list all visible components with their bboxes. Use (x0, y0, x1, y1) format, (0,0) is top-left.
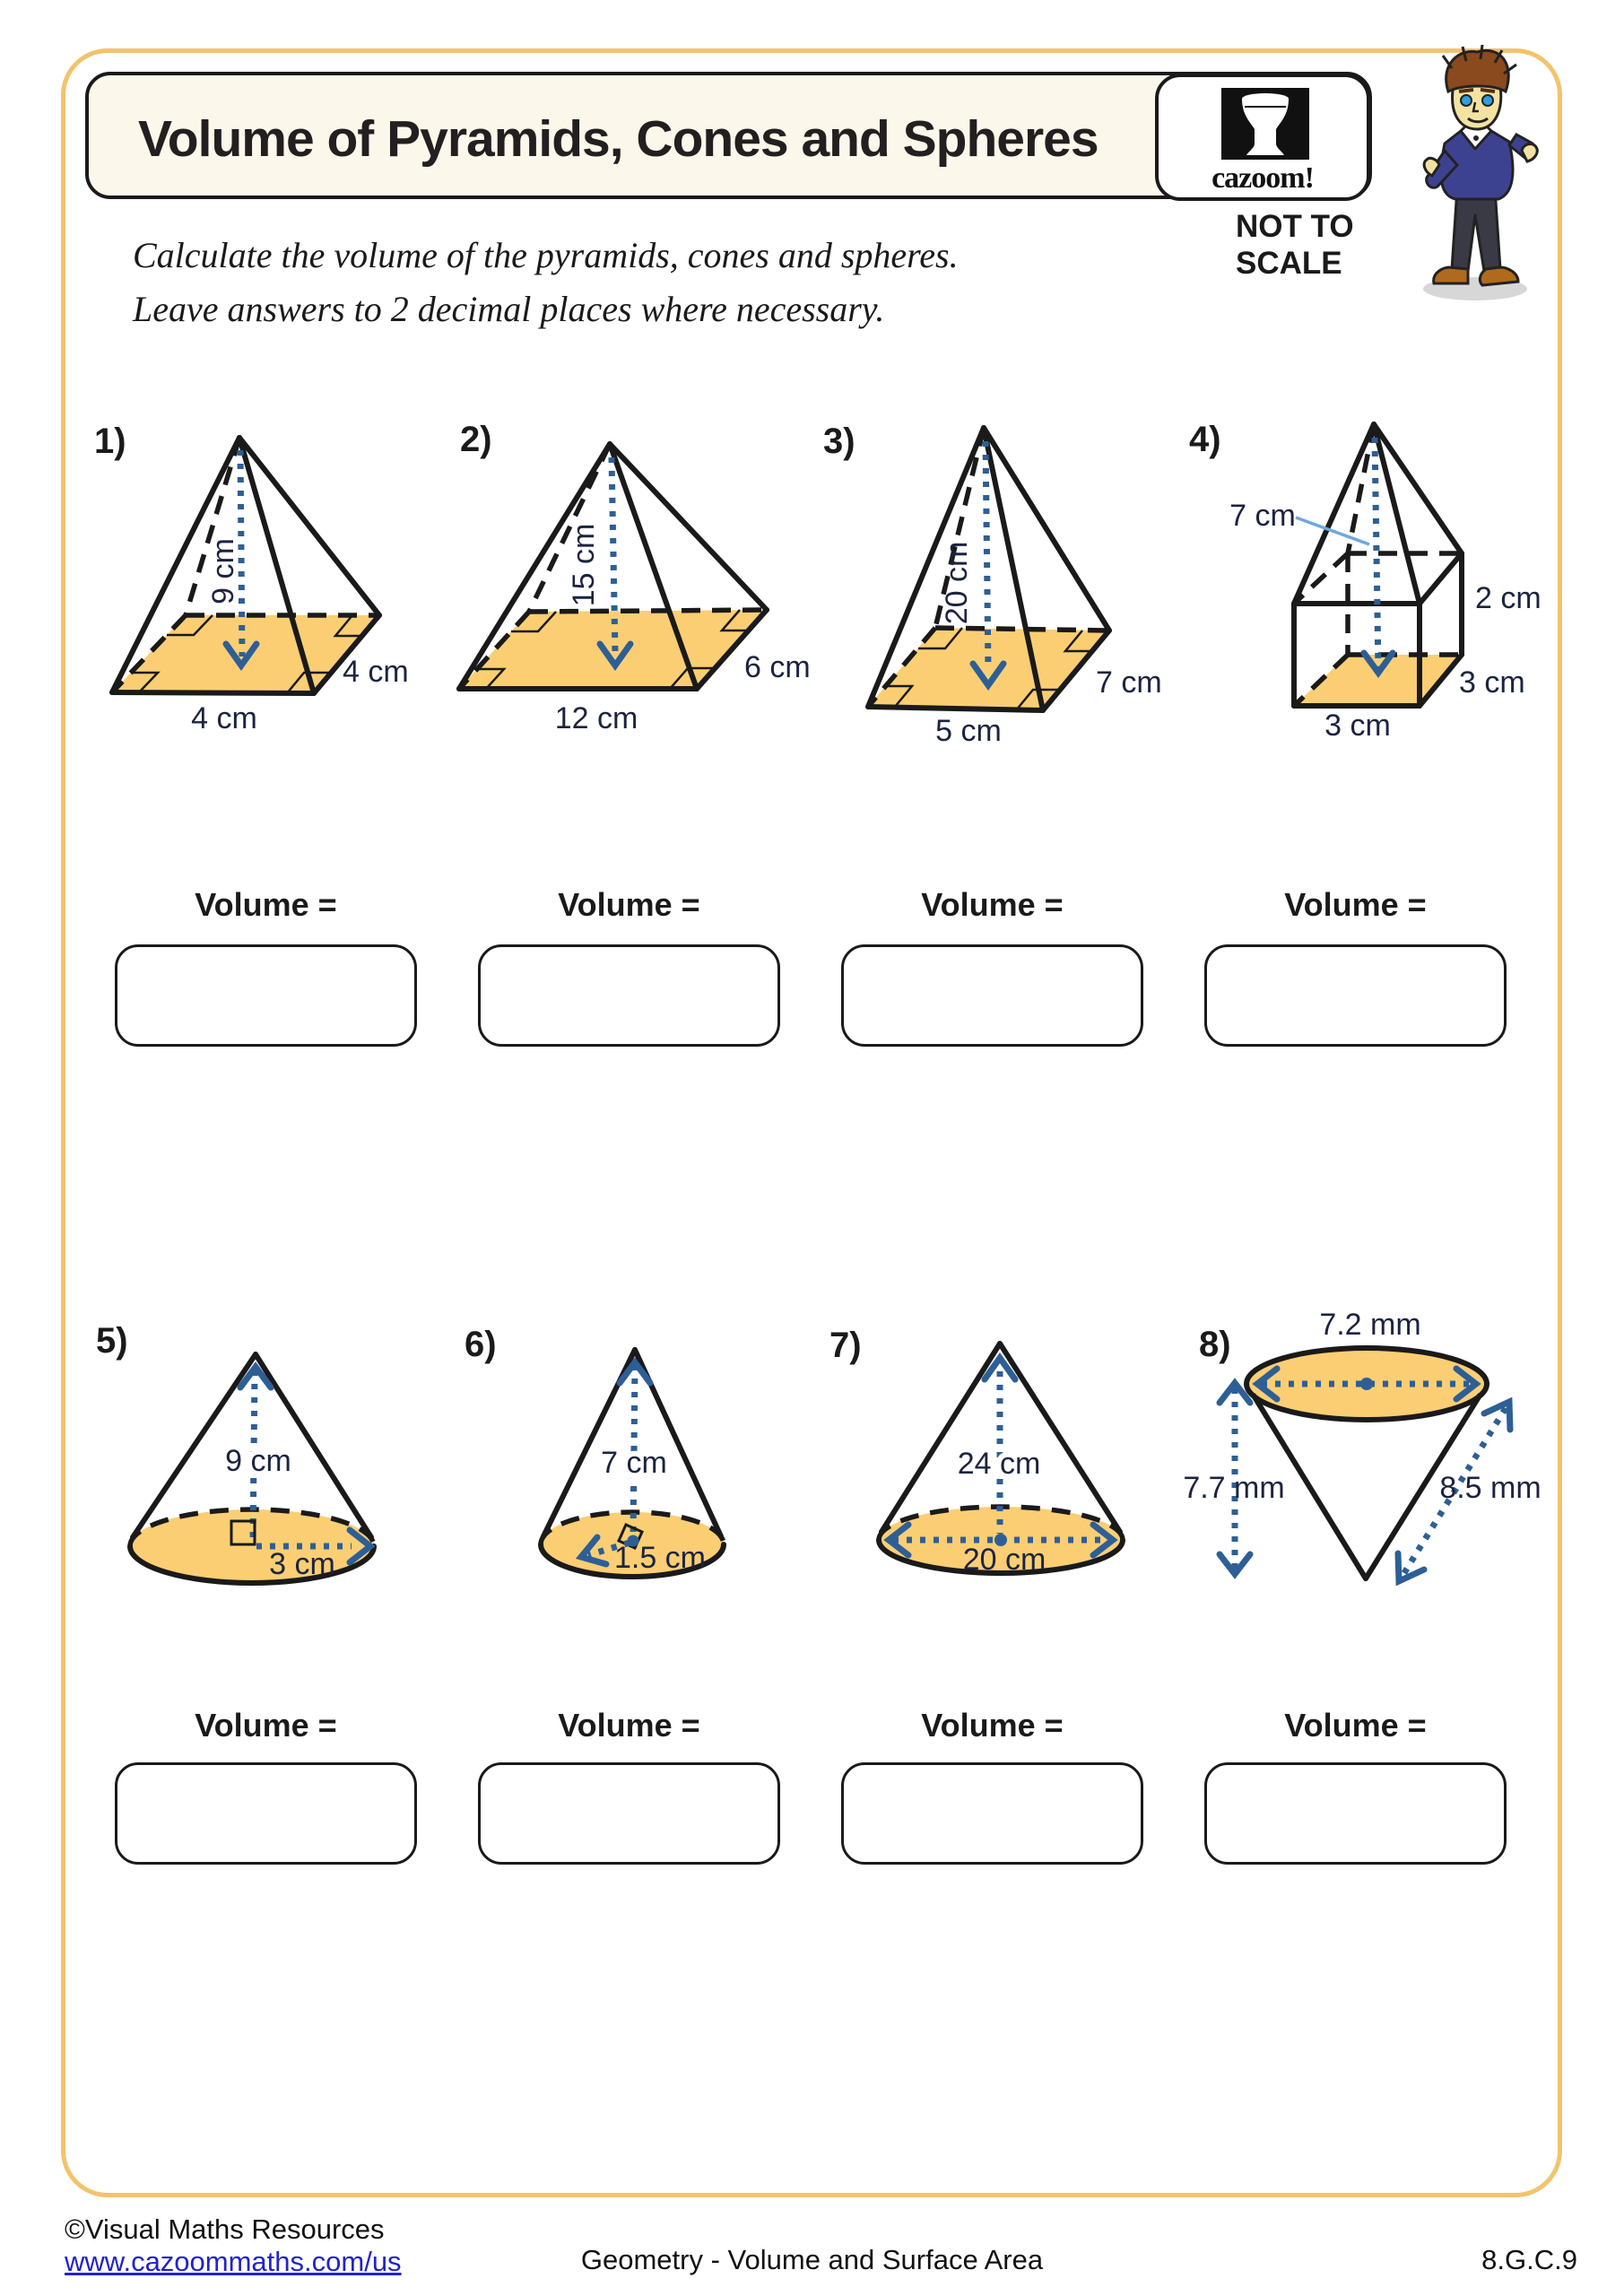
problem-3 (807, 404, 1193, 780)
height-label: 24 cm (957, 1447, 1041, 1481)
instructions-line2: Leave answers to 2 decimal places where necessary. (133, 289, 885, 329)
height-label: 9 cm (225, 1444, 291, 1478)
answer-box-4[interactable] (1204, 944, 1507, 1047)
cone-diagram-7 (807, 1300, 1202, 1668)
problem-1 (54, 404, 430, 780)
problem-number: 3) (823, 422, 855, 461)
page-border (61, 48, 1562, 2197)
answer-box-2[interactable] (478, 944, 780, 1047)
problem-8 (1175, 1283, 1605, 1677)
answer-box-7[interactable] (841, 1762, 1143, 1865)
volume-label-3: Volume = (921, 886, 1064, 923)
instructions-line1: Calculate the volume of the pyramids, cones and spheres. (133, 235, 959, 275)
diameter-label: 20 cm (962, 1543, 1046, 1577)
volume-label-5: Volume = (195, 1707, 337, 1744)
answer-box-8[interactable] (1204, 1762, 1507, 1865)
radius-label: 1.5 cm (613, 1541, 707, 1575)
answer-box-6[interactable] (478, 1762, 780, 1865)
problem-7 (807, 1300, 1202, 1668)
problem-number: 7) (829, 1326, 862, 1365)
not-to-scale-label: NOT TO SCALE (1236, 209, 1354, 282)
base-front-label: 3 cm (1324, 709, 1391, 743)
height-label: 7 cm (601, 1446, 667, 1480)
prism-height-label: 2 cm (1475, 581, 1541, 615)
volume-label-7: Volume = (921, 1707, 1064, 1744)
volume-label-4: Volume = (1284, 886, 1427, 923)
pyramid-on-prism-diagram (1193, 404, 1587, 780)
copyright-text: ©Visual Maths Resources (65, 2213, 385, 2245)
answer-box-3[interactable] (841, 944, 1143, 1047)
radius-label: 3 cm (269, 1547, 335, 1581)
base-front-label: 4 cm (191, 701, 257, 735)
pyramid-diagram-2 (430, 404, 825, 780)
problem-number: 4) (1189, 420, 1221, 459)
problem-6 (430, 1300, 825, 1668)
height-label: 9 cm (206, 538, 240, 604)
problem-number: 8) (1199, 1325, 1231, 1364)
website-link[interactable]: www.cazoommaths.com/us (65, 2246, 402, 2277)
base-front-label: 12 cm (554, 701, 638, 735)
base-side-label: 7 cm (1096, 665, 1162, 700)
pyramid-diagram-3 (807, 404, 1193, 780)
inverted-cone-diagram (1175, 1283, 1605, 1677)
base-front-label: 5 cm (935, 714, 1002, 748)
base-side-label: 6 cm (744, 650, 811, 684)
title-box (85, 72, 1372, 199)
height-label: 15 cm (567, 523, 601, 607)
height-label: 7.7 mm (1183, 1471, 1285, 1505)
logo-text: cazoom! (1211, 161, 1314, 195)
slant-label: 8.5 mm (1439, 1471, 1541, 1505)
page-title: Volume of Pyramids, Cones and Spheres (138, 110, 1099, 168)
volume-label-8: Volume = (1284, 1707, 1427, 1744)
cone-diagram-5 (54, 1300, 430, 1668)
problem-4 (1189, 404, 1587, 780)
problem-number: 1) (94, 422, 126, 461)
volume-label-2: Volume = (558, 886, 700, 923)
problem-5 (54, 1300, 430, 1668)
height-label: 20 cm (940, 541, 974, 625)
mascot-illustration (1385, 45, 1569, 307)
instructions (133, 229, 959, 336)
problem-number: 6) (465, 1325, 497, 1364)
standard-code: 8.G.C.9 (1481, 2244, 1577, 2275)
problem-number: 5) (96, 1321, 128, 1361)
volume-label-1: Volume = (195, 886, 337, 923)
base-side-label: 4 cm (343, 655, 409, 689)
answer-box-5[interactable] (115, 1762, 417, 1865)
problem-2 (430, 404, 825, 780)
pyramid-diagram-1 (54, 404, 430, 780)
total-height-label: 7 cm (1229, 499, 1296, 533)
diameter-label: 7.2 mm (1319, 1308, 1421, 1342)
goblet-icon (1221, 88, 1309, 160)
problem-number: 2) (460, 420, 492, 459)
cone-diagram-6 (430, 1300, 825, 1668)
cazoom-logo (1155, 74, 1370, 201)
volume-label-6: Volume = (558, 1707, 700, 1744)
footer-topic: Geometry - Volume and Surface Area (580, 2244, 1044, 2275)
answer-box-1[interactable] (115, 944, 417, 1047)
base-side-label: 3 cm (1459, 665, 1525, 700)
